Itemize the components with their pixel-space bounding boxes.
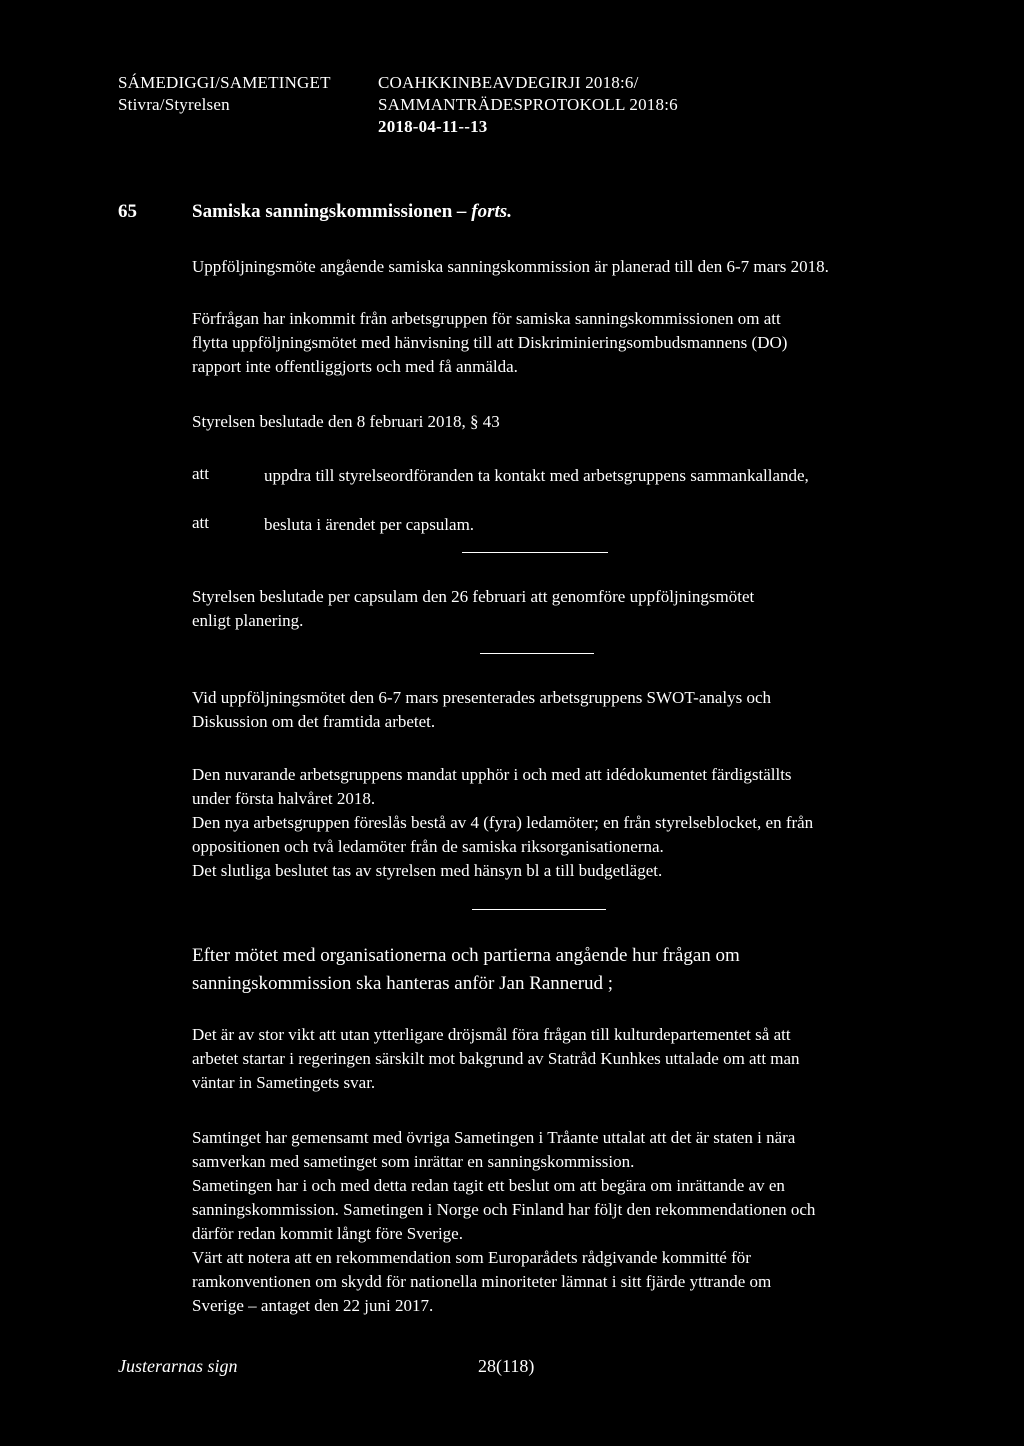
paragraph-8-line: väntar in Sametingets svar.	[192, 1073, 376, 1092]
header-doc-line3: 2018-04-11--13	[378, 117, 488, 136]
paragraph-9-line: Värt att notera att en rekommendation som Europarådets rådgivande kommitté för	[192, 1248, 751, 1267]
header-org-line2: Stivra/Styrelsen	[118, 95, 230, 114]
paragraph-2-line: rapport inte offentliggjorts och med få anmälda.	[192, 357, 518, 376]
paragraph-8	[192, 1023, 972, 1095]
header-doc-line2: SAMMANTRÄDESPROTOKOLL 2018:6	[378, 95, 678, 114]
paragraph-8-line: Det är av stor vikt att utan ytterligare dröjsmål föra frågan till kulturdepartementet så att	[192, 1025, 791, 1044]
footer-sign-label: Justerarnas sign	[118, 1356, 238, 1376]
paragraph-6-line: Den nya arbetsgruppen föreslås bestå av 4 (fyra) ledamöter; en från styrelseblocket, en från	[192, 813, 814, 832]
section-number: 65	[118, 201, 137, 222]
paragraph-6-line: under första halvåret 2018.	[192, 789, 376, 808]
att-label-1: att	[192, 464, 209, 483]
paragraph-2-line: Förfrågan har inkommit från arbetsgruppen för samiska sanningskommissionen om att	[192, 309, 781, 328]
section-title-suffix: – forts.	[457, 201, 512, 222]
paragraph-4-line: enligt planering.	[192, 611, 304, 630]
paragraph-9-line: sanningskommission. Sametingen i Norge och Finland har följt den rekommendationen och	[192, 1200, 816, 1219]
footer-page-number: 28(118)	[478, 1356, 535, 1376]
header-org	[118, 72, 331, 116]
paragraph-5	[192, 686, 972, 734]
paragraph-9-line: Sametingen har i och med detta redan tagit ett beslut om att begära om inrättande av en	[192, 1176, 785, 1195]
section-title	[192, 201, 512, 223]
paragraph-6-line: Det slutliga beslutet tas av styrelsen med hänsyn bl a till budgetläget.	[192, 861, 663, 880]
paragraph-6-line: Den nuvarande arbetsgruppens mandat upphör i och med att idédokumentet färdigställts	[192, 765, 792, 784]
paragraph-5-line: Vid uppföljningsmötet den 6-7 mars presenterades arbetsgruppens SWOT-analys och	[192, 688, 772, 707]
paragraph-3: Styrelsen beslutade den 8 februari 2018, § 43	[192, 412, 500, 431]
paragraph-2-line: flytta uppföljningsmötet med hänvisning till att Diskriminieringsombudsmannens (DO)	[192, 333, 788, 352]
paragraph-6-line: oppositionen och två ledamöter från de samiska riksorganisationerna.	[192, 837, 664, 856]
paragraph-1: Uppföljningsmöte angående samiska sanningskommission är planerad till den 6-7 mars 2018.	[192, 257, 829, 276]
paragraph-4-line: Styrelsen beslutade per capsulam den 26 februari att genomföre uppföljningsmötet	[192, 587, 755, 606]
paragraph-9-line: Samtinget har gemensamt med övriga Sametingen i Tråante uttalat att det är staten i nära	[192, 1128, 796, 1147]
header-doc-line1: COAHKKINBEAVDEGIRJI 2018:6/	[378, 73, 639, 92]
paragraph-9-line: därför redan kommit långt före Sverige.	[192, 1224, 463, 1243]
header-org-line1: SÁMEDIGGI/SAMETINGET	[118, 73, 331, 92]
paragraph-9-line: samverkan med sametinget som inrättar en sanningskommission.	[192, 1152, 635, 1171]
paragraph-8-line: arbetet startar i regeringen särskilt mot bakgrund av Statråd Kunhkes uttalade om att man	[192, 1049, 800, 1068]
paragraph-7	[192, 942, 972, 998]
paragraph-2	[192, 307, 972, 379]
paragraph-4	[192, 585, 972, 633]
divider	[462, 552, 608, 553]
paragraph-9-line: Sverige – antaget den 22 juni 2017.	[192, 1296, 434, 1315]
header-doc	[378, 72, 678, 138]
att-label-2: att	[192, 513, 209, 532]
section-title-text: Samiska sanningskommissionen	[192, 201, 453, 222]
paragraph-5-line: Diskussion om det framtida arbetet.	[192, 712, 436, 731]
paragraph-7-line: sanningskommission ska hanteras anför Jan Rannerud ;	[192, 973, 614, 994]
paragraph-7-line: Efter mötet med organisationerna och partierna angående hur frågan om	[192, 945, 740, 966]
att-item-2: besluta i ärendet per capsulam.	[264, 515, 475, 534]
paragraph-9	[192, 1126, 972, 1318]
paragraph-9-line: ramkonventionen om skydd för nationella minoriteter lämnat i sitt fjärde yttrande om	[192, 1272, 772, 1291]
divider	[480, 653, 594, 654]
divider	[472, 909, 606, 910]
att-item-1: uppdra till styrelseordföranden ta kontakt med arbetsgruppens sammankallande,	[264, 466, 809, 485]
paragraph-6	[192, 763, 972, 883]
